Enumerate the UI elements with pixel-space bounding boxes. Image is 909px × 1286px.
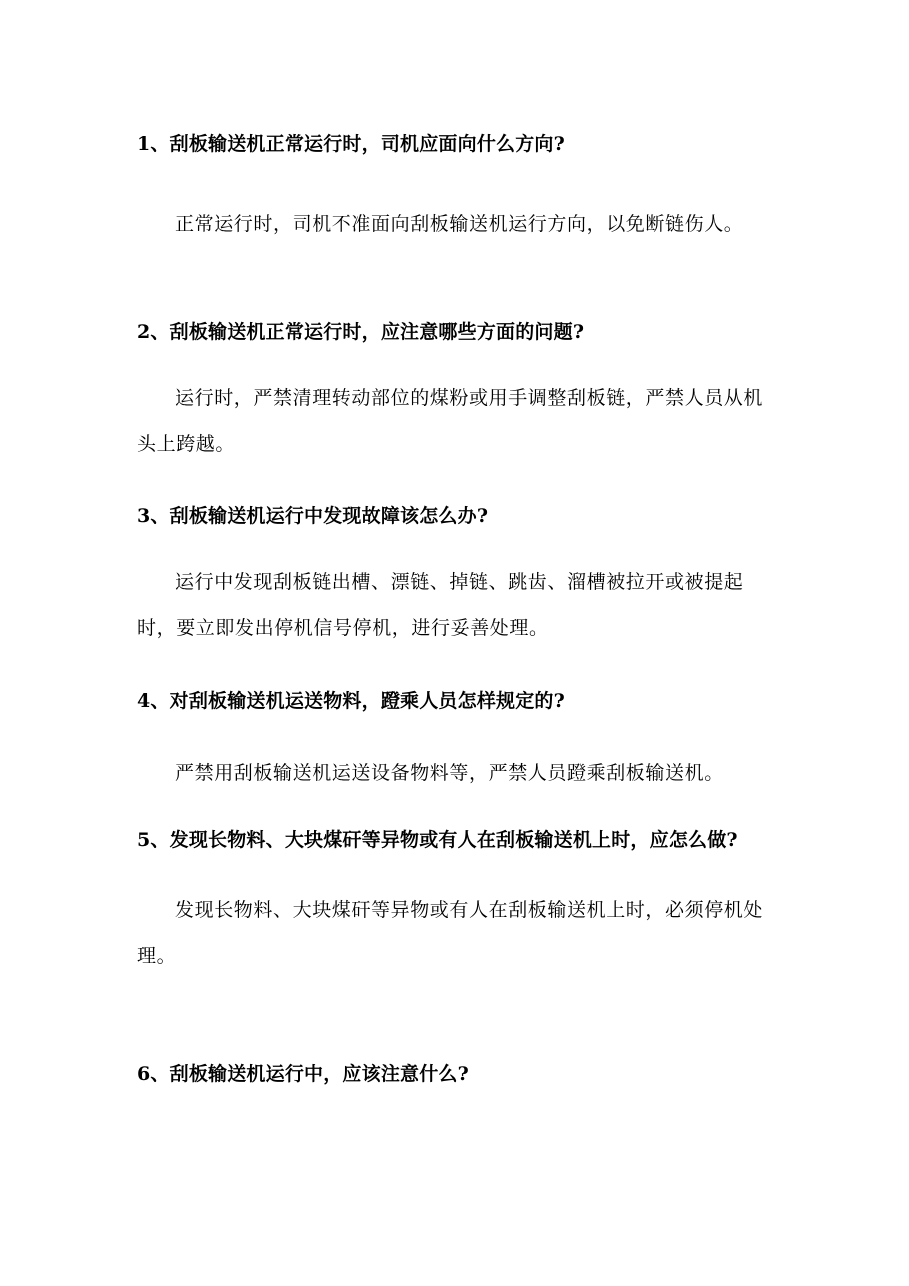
question-1: 1、刮板输送机正常运行时，司机应面向什么方向? — [137, 133, 565, 155]
qa-item-4 — [137, 678, 777, 796]
qa-item-2 — [137, 309, 777, 467]
answer-1: 正常运行时，司机不准面向刮板输送机运行方向，以免断链伤人。 — [175, 213, 744, 235]
answer-5: 发现长物料、大块煤矸等异物或有人在刮板输送机上时，必须停机处理。 — [137, 899, 764, 967]
qa-item-1 — [137, 121, 777, 247]
qa-item-3 — [137, 493, 777, 651]
question-4: 4、对刮板输送机运送物料，蹬乘人员怎样规定的? — [137, 690, 565, 712]
answer-3: 运行中发现刮板链出槽、漂链、掉链、跳齿、溜槽被拉开或被提起时，要立即发出停机信号停机，进行妥善处理。 — [137, 571, 744, 639]
question-5: 5、发现长物料、大块煤矸等异物或有人在刮板输送机上时，应怎么做? — [137, 829, 738, 851]
question-2: 2、刮板输送机正常运行时，应注意哪些方面的问题? — [137, 321, 585, 343]
qa-item-6 — [137, 1051, 777, 1097]
qa-item-5 — [137, 817, 777, 979]
answer-2: 运行时，严禁清理转动部位的煤粉或用手调整刮板链，严禁人员从机头上跨越。 — [137, 387, 764, 455]
question-3: 3、刮板输送机运行中发现故障该怎么办? — [137, 505, 489, 527]
answer-4: 严禁用刮板输送机运送设备物料等，严禁人员蹬乘刮板输送机。 — [175, 762, 724, 784]
question-6: 6、刮板输送机运行中，应该注意什么? — [137, 1063, 469, 1085]
